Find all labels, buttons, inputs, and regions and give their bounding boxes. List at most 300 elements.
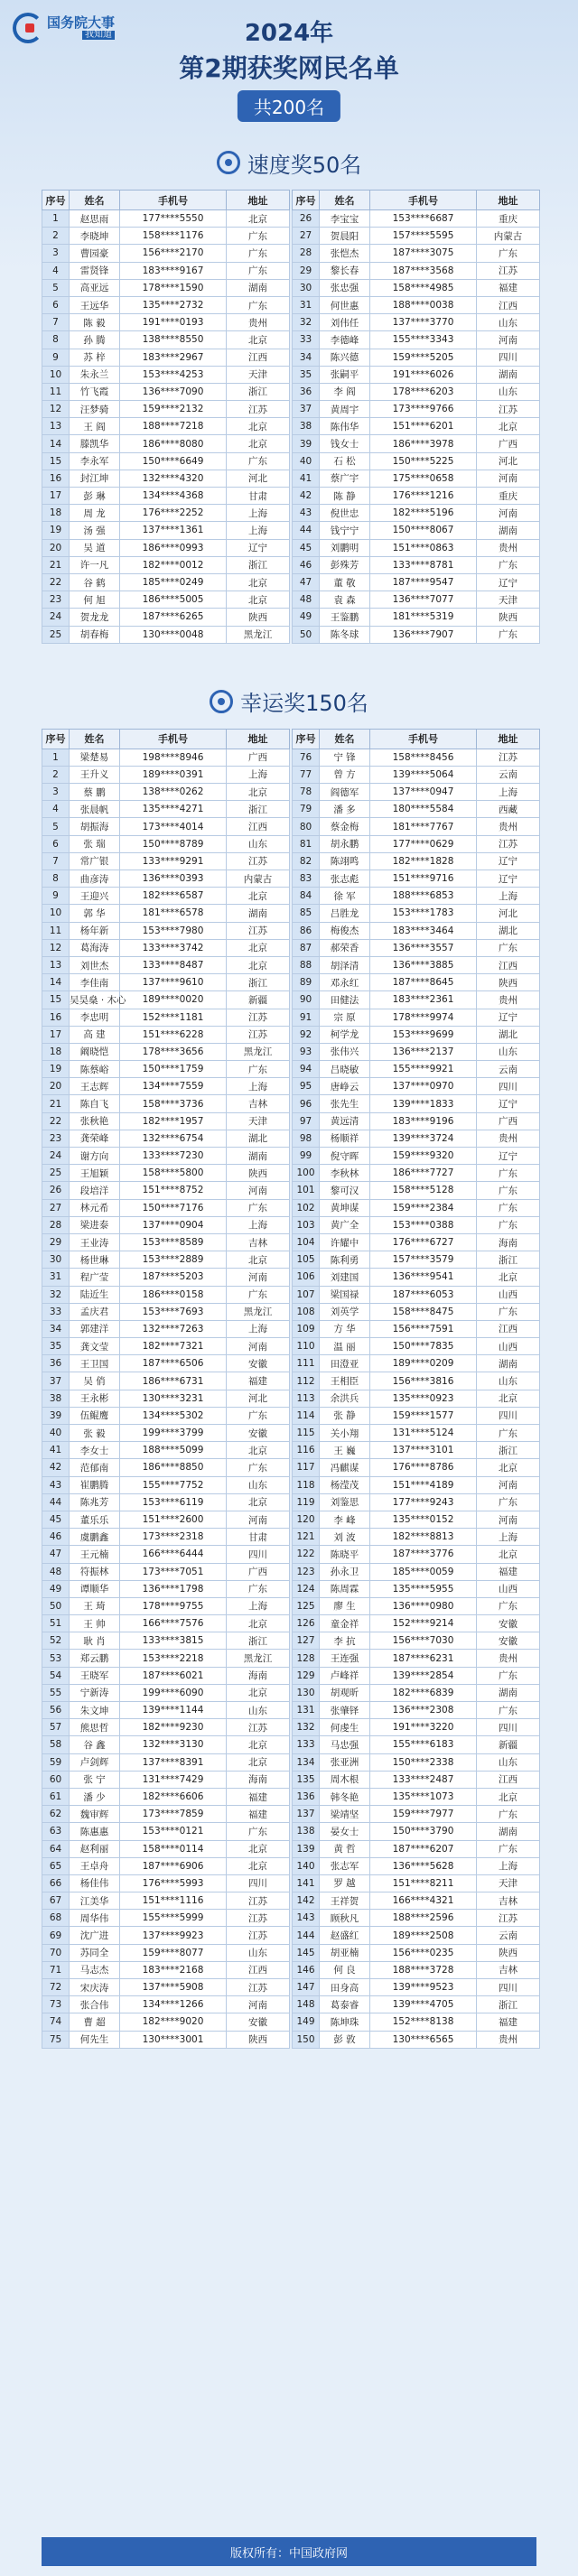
phone-number: 133****9291 bbox=[120, 852, 227, 870]
address: 贵州 bbox=[477, 2031, 540, 2048]
table-row bbox=[293, 1459, 540, 1476]
table-row bbox=[42, 591, 290, 609]
winner-name: 王志辉 bbox=[70, 1078, 120, 1095]
row-index: 101 bbox=[293, 1182, 320, 1199]
address: 山西 bbox=[477, 1580, 540, 1597]
phone-number: 151****4189 bbox=[370, 1476, 477, 1493]
table-row bbox=[42, 1269, 290, 1286]
section-lucky-label: 幸运奖150名 bbox=[240, 691, 368, 717]
row-index: 121 bbox=[293, 1529, 320, 1546]
address: 辽宁 bbox=[477, 573, 540, 591]
winner-name: 黎可汉 bbox=[320, 1182, 370, 1199]
address: 天津 bbox=[227, 366, 290, 383]
row-index: 100 bbox=[293, 1165, 320, 1182]
phone-number: 138****0262 bbox=[120, 784, 227, 801]
address: 贵州 bbox=[477, 991, 540, 1009]
row-index: 131 bbox=[293, 1702, 320, 1719]
phone-number: 186****6731 bbox=[120, 1372, 227, 1390]
address: 江西 bbox=[227, 349, 290, 366]
row-index: 9 bbox=[42, 349, 70, 366]
row-index: 1 bbox=[42, 749, 70, 766]
phone-number: 191****0193 bbox=[120, 314, 227, 331]
row-index: 50 bbox=[42, 1597, 70, 1614]
winner-name: 王永彬 bbox=[70, 1390, 120, 1407]
winner-name: 符振林 bbox=[70, 1563, 120, 1580]
phone-number: 182****1828 bbox=[370, 852, 477, 870]
table-row bbox=[42, 1944, 290, 1961]
table-row bbox=[293, 1112, 540, 1130]
table-row bbox=[293, 1269, 540, 1286]
address: 江苏 bbox=[477, 262, 540, 279]
address: 河南 bbox=[477, 1511, 540, 1528]
winner-name: 范郁南 bbox=[70, 1459, 120, 1476]
winner-name: 李德峰 bbox=[320, 331, 370, 349]
address: 江苏 bbox=[477, 835, 540, 852]
address: 吉林 bbox=[227, 1233, 290, 1251]
column-header: 手机号 bbox=[370, 729, 477, 749]
table-row bbox=[293, 1580, 540, 1597]
row-index: 30 bbox=[42, 1251, 70, 1269]
phone-number: 177****9243 bbox=[370, 1493, 477, 1511]
winner-name: 竹飞霞 bbox=[70, 383, 120, 400]
table-row bbox=[42, 1753, 290, 1771]
row-index: 17 bbox=[42, 1026, 70, 1043]
address: 北京 bbox=[227, 939, 290, 956]
table-row bbox=[42, 1390, 290, 1407]
phone-number: 134****4368 bbox=[120, 488, 227, 505]
table-row bbox=[293, 905, 540, 922]
winner-name: 陈 静 bbox=[320, 488, 370, 505]
row-index: 36 bbox=[293, 383, 320, 400]
address: 广东 bbox=[477, 626, 540, 643]
address: 浙江 bbox=[227, 801, 290, 818]
phone-number: 188****6853 bbox=[370, 888, 477, 905]
phone-number: 132****6754 bbox=[120, 1130, 227, 1147]
address: 四川 bbox=[477, 1979, 540, 1996]
winner-name: 倪守晖 bbox=[320, 1148, 370, 1165]
winner-name: 葛海涛 bbox=[70, 939, 120, 956]
address: 黑龙江 bbox=[227, 1650, 290, 1667]
phone-number: 139****1144 bbox=[120, 1702, 227, 1719]
winner-name: 阚晓恺 bbox=[70, 1043, 120, 1060]
table-row bbox=[42, 1892, 290, 1910]
winner-name: 魏审辉 bbox=[70, 1806, 120, 1823]
table-row bbox=[42, 888, 290, 905]
address: 北京 bbox=[227, 1493, 290, 1511]
row-index: 7 bbox=[42, 314, 70, 331]
winner-name: 陈坤珠 bbox=[320, 2013, 370, 2031]
winner-name: 王祥贺 bbox=[320, 1892, 370, 1910]
address: 上海 bbox=[227, 1597, 290, 1614]
row-index: 47 bbox=[42, 1546, 70, 1563]
address: 陕西 bbox=[227, 2031, 290, 2048]
phone-number: 151****2600 bbox=[120, 1511, 227, 1528]
winner-name: 苏同全 bbox=[70, 1944, 120, 1961]
winner-name: 刘建国 bbox=[320, 1269, 370, 1286]
footer-copyright: 版权所有：中国政府网 bbox=[42, 2537, 536, 2566]
phone-number: 173****9766 bbox=[370, 401, 477, 418]
address: 重庆 bbox=[477, 488, 540, 505]
winner-name: 宋庆涛 bbox=[70, 1979, 120, 1996]
table-row bbox=[42, 1078, 290, 1095]
address: 吉林 bbox=[477, 1961, 540, 1978]
row-index: 44 bbox=[42, 1493, 70, 1511]
table-row bbox=[293, 262, 540, 279]
address: 陕西 bbox=[227, 1165, 290, 1182]
winner-name: 刘鹏明 bbox=[320, 539, 370, 556]
table-row bbox=[293, 296, 540, 313]
address: 江西 bbox=[477, 956, 540, 973]
address: 江西 bbox=[227, 1961, 290, 1978]
table-row bbox=[293, 2013, 540, 2031]
winner-name: 何世惠 bbox=[320, 296, 370, 313]
winner-name: 刘英学 bbox=[320, 1303, 370, 1320]
address: 北京 bbox=[227, 1251, 290, 1269]
address: 河南 bbox=[227, 1338, 290, 1355]
winner-name: 黎长春 bbox=[320, 262, 370, 279]
phone-number: 158****8475 bbox=[370, 1303, 477, 1320]
table-row bbox=[42, 1563, 290, 1580]
table-row bbox=[293, 1182, 540, 1199]
row-index: 69 bbox=[42, 1927, 70, 1944]
row-index: 91 bbox=[293, 1009, 320, 1026]
row-index: 49 bbox=[42, 1580, 70, 1597]
phone-number: 191****6026 bbox=[370, 366, 477, 383]
address: 广东 bbox=[477, 556, 540, 573]
row-index: 8 bbox=[42, 331, 70, 349]
winner-name: 石 松 bbox=[320, 452, 370, 470]
row-index: 32 bbox=[293, 314, 320, 331]
table-row bbox=[293, 1788, 540, 1805]
phone-number: 137****3770 bbox=[370, 314, 477, 331]
table-row bbox=[42, 505, 290, 522]
winner-name: 田身高 bbox=[320, 1979, 370, 1996]
address: 湖北 bbox=[477, 1026, 540, 1043]
phone-number: 136****3885 bbox=[370, 956, 477, 973]
table-row bbox=[293, 349, 540, 366]
row-index: 37 bbox=[293, 401, 320, 418]
row-index: 1 bbox=[42, 210, 70, 228]
phone-number: 166****7576 bbox=[120, 1615, 227, 1632]
table-row bbox=[293, 1320, 540, 1337]
winner-name: 陈自飞 bbox=[70, 1095, 120, 1112]
row-index: 129 bbox=[293, 1667, 320, 1684]
table-row bbox=[42, 1632, 290, 1650]
table-row bbox=[42, 1927, 290, 1944]
address: 天津 bbox=[477, 591, 540, 609]
table-row bbox=[293, 1910, 540, 1927]
row-index: 75 bbox=[42, 2031, 70, 2048]
phone-number: 182****5196 bbox=[370, 505, 477, 522]
address: 广东 bbox=[227, 1580, 290, 1597]
winner-name: 崔鹏腾 bbox=[70, 1476, 120, 1493]
winner-name: 袁 森 bbox=[320, 591, 370, 609]
row-index: 107 bbox=[293, 1286, 320, 1303]
row-index: 81 bbox=[293, 835, 320, 852]
column-header: 地址 bbox=[227, 191, 290, 210]
phone-number: 130****6565 bbox=[370, 2031, 477, 2048]
table-row bbox=[42, 1233, 290, 1251]
row-index: 117 bbox=[293, 1459, 320, 1476]
phone-number: 181****6578 bbox=[120, 905, 227, 922]
winner-name: 梁进泰 bbox=[70, 1216, 120, 1233]
table-row bbox=[42, 1788, 290, 1805]
phone-number: 134****1266 bbox=[120, 1996, 227, 2013]
table-row bbox=[293, 974, 540, 991]
address: 江苏 bbox=[227, 1026, 290, 1043]
address: 广东 bbox=[227, 245, 290, 262]
table-row bbox=[293, 314, 540, 331]
table-row bbox=[293, 1961, 540, 1978]
row-index: 22 bbox=[42, 1112, 70, 1130]
address: 辽宁 bbox=[477, 852, 540, 870]
address: 湖北 bbox=[227, 1130, 290, 1147]
row-index: 144 bbox=[293, 1927, 320, 1944]
row-index: 113 bbox=[293, 1390, 320, 1407]
phone-number: 183****2361 bbox=[370, 991, 477, 1009]
phone-number: 176****6727 bbox=[370, 1233, 477, 1251]
row-index: 25 bbox=[42, 1165, 70, 1182]
address: 广东 bbox=[227, 1061, 290, 1078]
address: 北京 bbox=[227, 1684, 290, 1701]
address: 北京 bbox=[227, 418, 290, 435]
phone-number: 182****9020 bbox=[120, 2013, 227, 2031]
address: 广东 bbox=[477, 1493, 540, 1511]
phone-number: 139****3724 bbox=[370, 1130, 477, 1147]
address: 云南 bbox=[477, 1061, 540, 1078]
row-index: 23 bbox=[42, 1130, 70, 1147]
row-index: 50 bbox=[293, 626, 320, 643]
table-row bbox=[42, 262, 290, 279]
table-row bbox=[42, 818, 290, 835]
address: 山西 bbox=[477, 1286, 540, 1303]
table-row bbox=[293, 835, 540, 852]
table-row bbox=[42, 314, 290, 331]
winner-name: 谷 鑫 bbox=[70, 1736, 120, 1753]
table-row bbox=[42, 1979, 290, 1996]
speed-tables bbox=[42, 190, 536, 644]
winner-name: 韩冬艳 bbox=[320, 1788, 370, 1805]
winner-name: 李永军 bbox=[70, 452, 120, 470]
address: 福建 bbox=[227, 1788, 290, 1805]
phone-number: 155****6183 bbox=[370, 1736, 477, 1753]
row-index: 46 bbox=[42, 1529, 70, 1546]
table-row bbox=[42, 1459, 290, 1476]
row-index: 41 bbox=[293, 470, 320, 487]
phone-number: 173****7051 bbox=[120, 1563, 227, 1580]
row-index: 84 bbox=[293, 888, 320, 905]
winner-name: 陈兴德 bbox=[320, 349, 370, 366]
address: 北京 bbox=[227, 1615, 290, 1632]
phone-number: 159****1577 bbox=[370, 1407, 477, 1424]
address: 甘肃 bbox=[227, 488, 290, 505]
address: 贵州 bbox=[477, 1130, 540, 1147]
address: 浙江 bbox=[227, 556, 290, 573]
row-index: 2 bbox=[42, 766, 70, 783]
winner-name: 顾秋凡 bbox=[320, 1910, 370, 1927]
row-index: 145 bbox=[293, 1944, 320, 1961]
row-index: 29 bbox=[293, 262, 320, 279]
phone-number: 181****7767 bbox=[370, 818, 477, 835]
phone-number: 136****5628 bbox=[370, 1857, 477, 1874]
winner-name: 苏 梓 bbox=[70, 349, 120, 366]
row-index: 24 bbox=[42, 609, 70, 626]
winner-name: 陈伟华 bbox=[320, 418, 370, 435]
address: 江西 bbox=[477, 296, 540, 313]
address: 山东 bbox=[477, 1372, 540, 1390]
phone-number: 136****2137 bbox=[370, 1043, 477, 1060]
address: 广东 bbox=[227, 296, 290, 313]
phone-number: 177****5550 bbox=[120, 210, 227, 228]
phone-number: 182****8813 bbox=[370, 1529, 477, 1546]
phone-number: 191****3220 bbox=[370, 1719, 477, 1736]
table-row bbox=[293, 488, 540, 505]
phone-number: 183****2168 bbox=[120, 1961, 227, 1978]
phone-number: 131****7429 bbox=[120, 1771, 227, 1788]
table-row bbox=[42, 366, 290, 383]
winner-name: 谭顺华 bbox=[70, 1580, 120, 1597]
address: 广东 bbox=[477, 245, 540, 262]
address: 北京 bbox=[477, 1788, 540, 1805]
row-index: 138 bbox=[293, 1823, 320, 1840]
address: 浙江 bbox=[477, 1996, 540, 2013]
table-row bbox=[293, 522, 540, 539]
winner-name: 王 琦 bbox=[70, 1597, 120, 1614]
table-row bbox=[293, 1944, 540, 1961]
table-row bbox=[42, 488, 290, 505]
winner-name: 滕凯华 bbox=[70, 435, 120, 452]
phone-number: 166****6444 bbox=[120, 1546, 227, 1563]
phone-number: 132****3130 bbox=[120, 1736, 227, 1753]
winner-name: 贺晨阳 bbox=[320, 228, 370, 245]
winner-name: 张先生 bbox=[320, 1095, 370, 1112]
row-index: 141 bbox=[293, 1874, 320, 1892]
table-row bbox=[293, 1702, 540, 1719]
address: 四川 bbox=[477, 349, 540, 366]
row-index: 104 bbox=[293, 1233, 320, 1251]
address: 江苏 bbox=[477, 1910, 540, 1927]
winner-name: 王旭颖 bbox=[70, 1165, 120, 1182]
address: 湖南 bbox=[227, 279, 290, 296]
phone-number: 158****3736 bbox=[120, 1095, 227, 1112]
address: 四川 bbox=[477, 1078, 540, 1095]
winner-name: 谷 鹤 bbox=[70, 573, 120, 591]
phone-number: 186****3978 bbox=[370, 435, 477, 452]
table-row bbox=[42, 1511, 290, 1528]
phone-number: 133****8781 bbox=[370, 556, 477, 573]
row-index: 15 bbox=[42, 452, 70, 470]
table-row bbox=[293, 1355, 540, 1372]
column-header: 手机号 bbox=[120, 729, 227, 749]
winner-name: 吴昊燊 · 木心 bbox=[70, 991, 120, 1009]
table-row bbox=[293, 1148, 540, 1165]
row-index: 94 bbox=[293, 1061, 320, 1078]
row-index: 88 bbox=[293, 956, 320, 973]
phone-number: 136****7907 bbox=[370, 626, 477, 643]
row-index: 48 bbox=[293, 591, 320, 609]
table-row bbox=[293, 1061, 540, 1078]
address: 天津 bbox=[227, 1112, 290, 1130]
table-row bbox=[293, 1251, 540, 1269]
table-row bbox=[293, 1840, 540, 1857]
table-row bbox=[293, 505, 540, 522]
address: 江苏 bbox=[227, 852, 290, 870]
table-row bbox=[42, 784, 290, 801]
address: 江西 bbox=[227, 818, 290, 835]
row-index: 132 bbox=[293, 1719, 320, 1736]
winner-name: 程广莹 bbox=[70, 1269, 120, 1286]
address: 河南 bbox=[227, 1511, 290, 1528]
row-index: 143 bbox=[293, 1910, 320, 1927]
address: 山东 bbox=[477, 1043, 540, 1060]
address: 北京 bbox=[227, 435, 290, 452]
address: 浙江 bbox=[227, 974, 290, 991]
table-row bbox=[293, 1511, 540, 1528]
winner-name: 曾 方 bbox=[320, 766, 370, 783]
winner-name: 杨佳伟 bbox=[70, 1874, 120, 1892]
winner-name: 黄广全 bbox=[320, 1216, 370, 1233]
winner-name: 封江坤 bbox=[70, 470, 120, 487]
winner-name: 卢峰祥 bbox=[320, 1667, 370, 1684]
address: 浙江 bbox=[227, 383, 290, 400]
address: 福建 bbox=[477, 2013, 540, 2031]
row-index: 53 bbox=[42, 1650, 70, 1667]
winner-name: 朱永兰 bbox=[70, 366, 120, 383]
winner-name: 葛泰睿 bbox=[320, 1996, 370, 2013]
address: 江苏 bbox=[227, 1910, 290, 1927]
address: 安徽 bbox=[227, 1425, 290, 1442]
winner-name: 吕晓敏 bbox=[320, 1061, 370, 1078]
table-row bbox=[42, 1857, 290, 1874]
phone-number: 153****8589 bbox=[120, 1233, 227, 1251]
table-row bbox=[293, 366, 540, 383]
phone-number: 182****6587 bbox=[120, 888, 227, 905]
row-index: 32 bbox=[42, 1286, 70, 1303]
winner-name: 孙永卫 bbox=[320, 1563, 370, 1580]
winner-name: 张 宁 bbox=[70, 1771, 120, 1788]
address: 河南 bbox=[477, 331, 540, 349]
address: 北京 bbox=[227, 210, 290, 228]
winner-name: 常广银 bbox=[70, 852, 120, 870]
address: 重庆 bbox=[477, 210, 540, 228]
phone-number: 151****8211 bbox=[370, 1874, 477, 1892]
row-index: 85 bbox=[293, 905, 320, 922]
row-index: 96 bbox=[293, 1095, 320, 1112]
phone-number: 151****6201 bbox=[370, 418, 477, 435]
phone-number: 183****9196 bbox=[370, 1112, 477, 1130]
address: 北京 bbox=[227, 1857, 290, 1874]
winner-name: 邓永红 bbox=[320, 974, 370, 991]
phone-number: 150****8789 bbox=[120, 835, 227, 852]
row-index: 48 bbox=[42, 1563, 70, 1580]
table-row bbox=[293, 470, 540, 487]
medal-icon bbox=[210, 690, 233, 713]
winner-name: 张秋艳 bbox=[70, 1112, 120, 1130]
phone-number: 150****3790 bbox=[370, 1823, 477, 1840]
table-row bbox=[42, 1702, 290, 1719]
address: 上海 bbox=[477, 888, 540, 905]
table-row bbox=[42, 1320, 290, 1337]
address: 安徽 bbox=[477, 1615, 540, 1632]
address: 海南 bbox=[227, 1667, 290, 1684]
winner-name: 王升义 bbox=[70, 766, 120, 783]
row-index: 119 bbox=[293, 1493, 320, 1511]
winner-name: 沈广进 bbox=[70, 1927, 120, 1944]
table-row bbox=[293, 1667, 540, 1684]
row-index: 28 bbox=[293, 245, 320, 262]
row-index: 127 bbox=[293, 1632, 320, 1650]
phone-number: 175****0658 bbox=[370, 470, 477, 487]
